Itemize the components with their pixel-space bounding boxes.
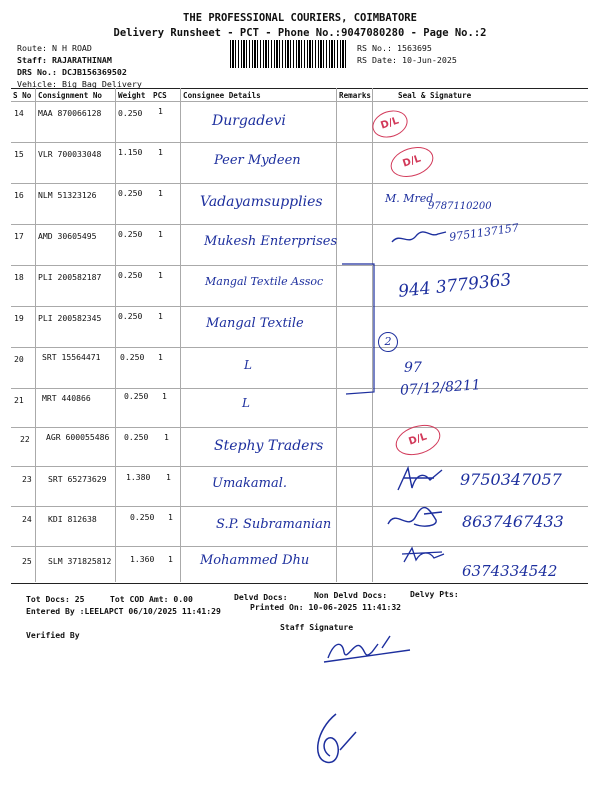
row-weight: 0.250: [130, 512, 155, 522]
vehicle-label: Vehicle: Big Bag Delivery: [17, 79, 142, 89]
row-weight: 0.250: [124, 432, 149, 442]
row-sno: 20: [14, 354, 24, 364]
delivered-stamp: D/L: [392, 420, 444, 461]
row-pcs: 1: [168, 512, 173, 522]
delivered-stamp: D/L: [369, 106, 411, 142]
row-sno: 21: [14, 395, 24, 405]
row-pcs: 1: [158, 311, 163, 321]
delivered-stamp: D/L: [387, 142, 437, 182]
row-sno: 16: [14, 190, 24, 200]
row-divider: [11, 265, 588, 266]
col-divider: [115, 88, 116, 582]
row-pcs: 1: [158, 229, 163, 239]
row-weight: 0.250: [118, 311, 143, 321]
row-pcs: 1: [162, 391, 167, 401]
row-sno: 19: [14, 313, 24, 323]
row-pcs: 1: [168, 554, 173, 564]
col-header-sno: S No: [13, 91, 32, 100]
row-consignee: Stephy Traders: [214, 438, 324, 454]
runsheet-subtitle: Delivery Runsheet - PCT - Phone No.:9047080280 - Page No.:2: [113, 27, 487, 39]
row-divider: [11, 306, 588, 307]
row-pcs: 1: [158, 106, 163, 116]
row-consignee: Vadayamsupplies: [200, 194, 323, 210]
printed-on: Printed On: 10-06-2025 11:41:32: [250, 602, 402, 612]
group-bracket: [340, 262, 380, 402]
delivery-points: Delvy Pts:: [410, 589, 459, 599]
row-divider: [11, 388, 588, 389]
row-consignee: L: [244, 358, 252, 372]
row-consignee: Durgadevi: [212, 113, 286, 129]
row-consignment: AGR 600055486: [46, 432, 110, 442]
receiver-signature-scribble: [394, 464, 446, 494]
row-consignment: NLM 51323126: [38, 190, 97, 200]
row-consignee: Mangal Textile Assoc: [205, 275, 324, 288]
row-consignment: PLI 200582345: [38, 313, 102, 323]
row-sno: 23: [22, 474, 32, 484]
row-consignment: SRT 15564471: [42, 352, 101, 362]
row-weight: 1.150: [118, 147, 143, 157]
row-sno: 17: [14, 231, 24, 241]
row-pcs: 1: [164, 432, 169, 442]
row-divider: [11, 183, 588, 184]
row-weight: 1.360: [130, 554, 155, 564]
receiver-signature-scribble: [400, 544, 446, 566]
row-consignee: Peer Mydeen: [214, 153, 301, 168]
col-header-weight: Weight: [118, 91, 146, 100]
row-consignment: SRT 65273629: [48, 474, 107, 484]
row-weight: 1.380: [126, 472, 151, 482]
col-header-consignment: Consignment No: [38, 91, 103, 100]
receiver-phone: 8637467433: [462, 512, 564, 531]
total-docs: Tot Docs: 25: [26, 594, 85, 604]
receiver-phone: 944 3779363: [397, 270, 513, 302]
rs-number: RS No.: 1563695: [357, 43, 432, 53]
row-sno: 14: [14, 108, 24, 118]
col-divider: [180, 88, 181, 582]
staff-signature-label: Staff Signature: [280, 622, 354, 632]
row-weight: 0.250: [118, 108, 143, 118]
col-divider: [35, 88, 36, 582]
row-weight: 0.250: [120, 352, 145, 362]
row-consignment: MRT 440866: [42, 393, 91, 403]
row-consignee: L: [242, 396, 250, 410]
row-sno: 22: [20, 434, 30, 444]
row-consignee: Mohammed Dhu: [200, 553, 310, 568]
row-weight: 0.250: [118, 229, 143, 239]
verified-by-label: Verified By: [26, 630, 80, 640]
row-divider: [11, 427, 588, 428]
verifier-signature: [306, 710, 366, 770]
receiver-phone: 6374334542: [462, 562, 558, 580]
row-weight: 0.250: [124, 391, 149, 401]
col-divider: [336, 88, 337, 582]
col-header-remarks: Remarks: [339, 91, 372, 100]
row-pcs: 1: [158, 352, 163, 362]
row-consignment: KDI 812638: [48, 514, 97, 524]
entered-by: Entered By :LEELAPCT 06/10/2025 11:41:29: [26, 606, 221, 616]
row-divider: [11, 506, 588, 507]
row-sno: 15: [14, 149, 24, 159]
row-sno: 24: [22, 514, 32, 524]
total-cod-amount: Tot COD Amt: 0.00: [110, 594, 193, 604]
row-consignment: AMD 30605495: [38, 231, 97, 241]
row-divider: [11, 347, 588, 348]
row-sno: 25: [22, 556, 32, 566]
delivered-docs: Delvd Docs:: [234, 592, 288, 602]
rs-date: RS Date: 10-Jun-2025: [357, 55, 457, 65]
row-divider: [11, 546, 588, 547]
group-count-circle: 2: [378, 332, 398, 352]
row-consignment: SLM 371825812: [48, 556, 112, 566]
row-pcs: 1: [158, 270, 163, 280]
row-divider: [11, 466, 588, 467]
row-consignment: PLI 200582187: [38, 272, 102, 282]
row-consignee: S.P. Subramanian: [216, 517, 332, 532]
receiver-signature-scribble: [390, 228, 450, 248]
company-title: THE PROFESSIONAL COURIERS, COIMBATORE: [183, 12, 417, 24]
row-pcs: 1: [166, 472, 171, 482]
row-consignment: VLR 700033048: [38, 149, 102, 159]
header-divider: [11, 101, 588, 102]
receiver-signature: 97: [404, 360, 422, 376]
col-header-consignee: Consignee Details: [183, 91, 261, 100]
staff-label: Staff: RAJARATHINAM: [17, 55, 112, 65]
row-consignment: MAA 870066128: [38, 108, 102, 118]
route-label: Route: N H ROAD: [17, 43, 92, 53]
row-sno: 18: [14, 272, 24, 282]
receiver-phone: 9787110200: [428, 201, 492, 212]
receiver-signature: M. Mred: [385, 192, 434, 205]
row-consignee: Mangal Textile: [206, 316, 304, 331]
barcode: [230, 40, 346, 68]
row-weight: 0.250: [118, 270, 143, 280]
drs-number: DRS No.: DCJB156369502: [17, 67, 127, 77]
row-pcs: 1: [158, 188, 163, 198]
row-weight: 0.250: [118, 188, 143, 198]
receiver-phone: 9751137157: [448, 221, 520, 244]
row-consignee: Umakamal.: [212, 476, 288, 491]
row-pcs: 1: [158, 147, 163, 157]
col-header-seal: Seal & Signature: [398, 91, 472, 100]
col-header-pcs: PCS: [153, 91, 167, 100]
staff-signature: [320, 632, 416, 668]
non-delivered-docs: Non Delvd Docs:: [314, 590, 388, 600]
receiver-signature: 07/12/8211: [399, 377, 482, 399]
row-consignee: Mukesh Enterprises: [204, 234, 338, 249]
receiver-phone: 9750347057: [460, 470, 562, 489]
receiver-signature-scribble: [384, 506, 446, 534]
row-divider: [11, 142, 588, 143]
